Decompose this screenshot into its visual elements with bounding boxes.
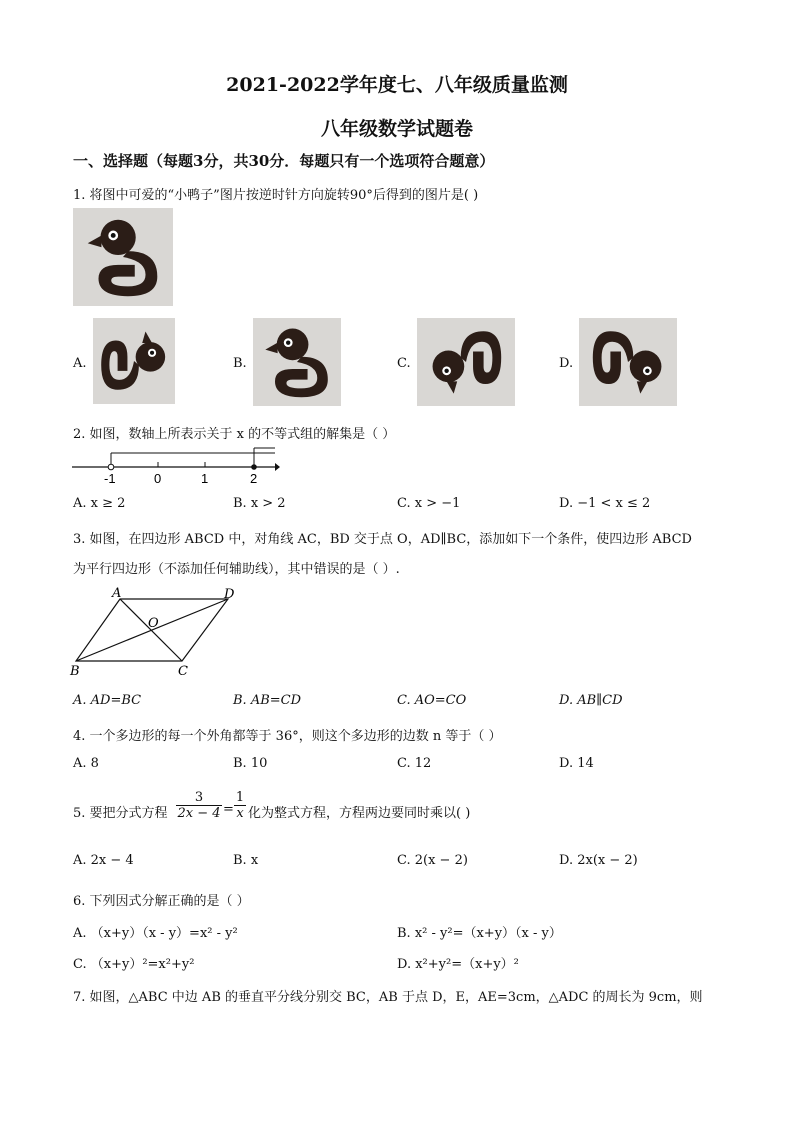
point-label: D: [224, 587, 235, 602]
question-6: 6. 下列因式分解正确的是（ ）: [73, 894, 250, 909]
duck-original-image: [73, 208, 173, 306]
tick-label: 2: [250, 471, 258, 486]
point-label: O: [148, 616, 159, 631]
q5-option-a[interactable]: A. 2x − 4: [73, 853, 134, 868]
question-7: 7. 如图，△ABC 中边 AB 的垂直平分线分别交 BC，AB 于点 D，E，AE=3cm，△ADC 的周长为 9cm，则: [73, 990, 703, 1005]
parallelogram-figure: [66, 585, 246, 681]
fraction-denominator: 2x − 4: [177, 806, 221, 821]
q1-option-a-label: A.: [73, 356, 87, 371]
q5-option-d[interactable]: D. 2x(x − 2): [559, 853, 638, 868]
q3-option-d[interactable]: D. AB∥CD: [559, 693, 623, 708]
tick-label: -1: [104, 471, 116, 486]
question-3-line-2: 为平行四边形（不添加任何辅助线），其中错误的是（ ）.: [73, 562, 400, 577]
question-1: 1. 将图中可爱的“小鸭子”图片按逆时针方向旋转90°后得到的图片是( ): [73, 188, 479, 203]
q6-option-a[interactable]: A. （x+y）（x - y）=x² - y²: [73, 926, 238, 941]
question-5-suffix: 化为整式方程，方程两边要同时乘以( ): [248, 806, 471, 821]
fraction-left: [176, 790, 222, 821]
q3-option-b[interactable]: B. AB=CD: [233, 693, 302, 708]
point-label: C: [178, 664, 188, 679]
q2-option-a[interactable]: A. x ≥ 2: [73, 496, 126, 511]
duck-upright-icon: [253, 318, 341, 406]
duck-rotated-icon: [93, 318, 175, 404]
tick-label: 1: [201, 471, 209, 486]
duck-rotated-ccw-icon: [417, 318, 515, 406]
q4-option-d[interactable]: D. 14: [559, 756, 594, 771]
exam-subtitle: 八年级数学试题卷: [320, 118, 473, 140]
point-label: B: [70, 664, 80, 679]
fraction-right: [234, 790, 246, 821]
duck-flipped-icon: [579, 318, 677, 406]
fraction-denominator: x: [234, 805, 246, 821]
q3-option-a[interactable]: A. AD=BC: [73, 693, 142, 708]
number-line-figure: [70, 444, 280, 488]
q5-option-c[interactable]: C. 2(x − 2): [397, 853, 468, 868]
point-label: A: [112, 586, 122, 601]
q1-option-c-label: C.: [397, 356, 411, 371]
q6-option-d[interactable]: D. x²+y²=（x+y）²: [397, 957, 519, 972]
q3-option-c[interactable]: C. AO=CO: [397, 693, 467, 708]
q6-option-c[interactable]: C. （x+y）²=x²+y²: [73, 957, 195, 972]
q4-option-a[interactable]: A. 8: [73, 756, 99, 771]
duck-option-a-image[interactable]: [93, 318, 175, 404]
q2-option-b[interactable]: B. x > 2: [233, 496, 286, 511]
question-4: 4. 一个多边形的每一个外角都等于 36°，则这个多边形的边数 n 等于（ ）: [73, 729, 502, 744]
duck-option-c-image[interactable]: [417, 318, 515, 406]
duck-option-d-image[interactable]: [579, 318, 677, 406]
q5-option-b[interactable]: B. x: [233, 853, 259, 868]
question-5-prefix: 5. 要把分式方程: [73, 806, 168, 821]
fraction-numerator: 1: [235, 790, 245, 805]
duck-icon: [73, 208, 173, 306]
exam-title: 2021-2022学年度七、八年级质量监测: [226, 74, 568, 96]
section-heading: 一、选择题（每题3分，共30分．每题只有一个选项符合题意）: [73, 152, 495, 170]
question-2: 2. 如图，数轴上所表示关于 x 的不等式组的解集是（ ）: [73, 427, 396, 442]
q6-option-b[interactable]: B. x² - y²=（x+y）（x - y）: [397, 926, 562, 941]
fraction-numerator: 3: [194, 790, 204, 805]
question-3-line-1: 3. 如图，在四边形 ABCD 中，对角线 AC，BD 交于点 O，AD∥BC，添加如下一个条件，使四边形 ABCD: [73, 532, 692, 547]
q2-option-c[interactable]: C. x > −1: [397, 496, 461, 511]
equals-sign: =: [223, 802, 234, 817]
tick-label: 0: [154, 471, 162, 486]
q1-option-d-label: D.: [559, 356, 574, 371]
duck-option-b-image[interactable]: [253, 318, 341, 406]
q1-option-b-label: B.: [233, 356, 247, 371]
q4-option-b[interactable]: B. 10: [233, 756, 268, 771]
q2-option-d[interactable]: D. −1 < x ≤ 2: [559, 496, 651, 511]
q4-option-c[interactable]: C. 12: [397, 756, 432, 771]
